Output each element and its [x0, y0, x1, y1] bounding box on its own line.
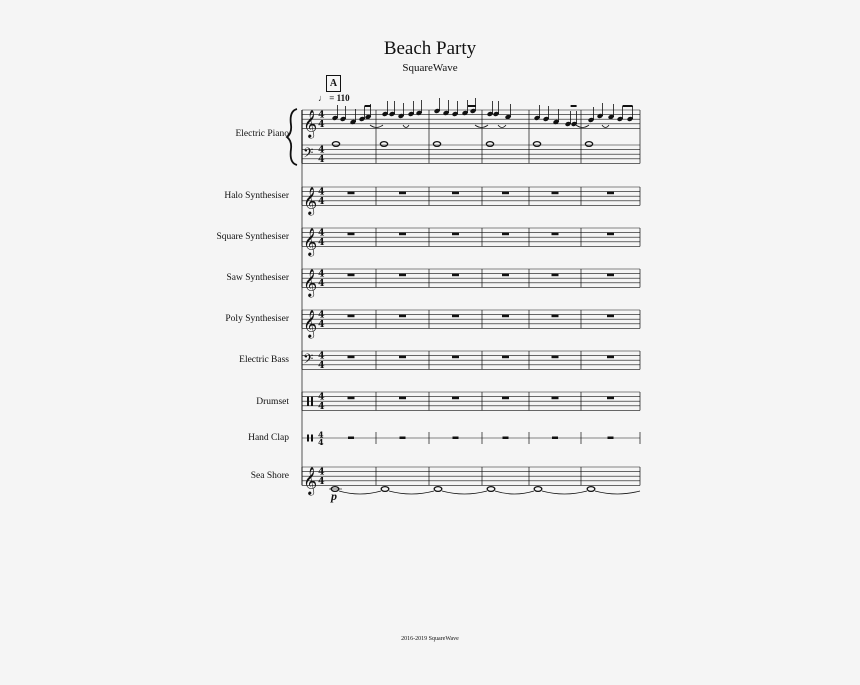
instrument-label-electric-bass: Electric Bass [239, 355, 289, 365]
hand-clap-whole-rest [552, 437, 558, 440]
drumset-whole-rest [399, 397, 406, 400]
drumset-whole-rest [552, 397, 559, 400]
hand-clap-whole-rest [453, 437, 459, 440]
halo-synthesiser-whole-rest [348, 192, 355, 195]
poly-synthesiser-whole-rest [552, 315, 559, 318]
instrument-label-sea-shore: Sea Shore [250, 471, 289, 481]
piano-bass-time-sig-bottom: 4 [318, 154, 325, 166]
piano-bass-clef: 𝄢 [303, 144, 314, 164]
drumset-whole-rest [502, 397, 509, 400]
tempo-marking: ♩ = 110 [318, 93, 350, 103]
composer: SquareWave [402, 62, 458, 74]
sea-shore-treble-clef: 𝄞 [303, 466, 318, 495]
instrument-label-electric-piano: Electric Piano [235, 129, 289, 139]
drumset-perc-clef [311, 397, 313, 406]
piano-bass-whole-note [533, 142, 540, 147]
halo-synthesiser-whole-rest [607, 192, 614, 195]
electric-bass-whole-rest [452, 356, 459, 359]
drumset-time-sig-bottom: 4 [318, 401, 325, 413]
melody-tie [475, 125, 488, 128]
piano-treble-time-sig-bottom: 4 [318, 119, 325, 131]
poly-synthesiser-whole-rest [607, 315, 614, 318]
instrument-label-square-synthesiser: Square Synthesiser [216, 232, 289, 242]
electric-bass-whole-rest [348, 356, 355, 359]
square-synthesiser-whole-rest [607, 233, 614, 236]
square-synthesiser-whole-rest [399, 233, 406, 236]
halo-synthesiser-treble-clef: 𝄞 [303, 186, 318, 215]
saw-synthesiser-time-sig-top: 4 [318, 268, 325, 280]
saw-synthesiser-whole-rest [452, 274, 459, 277]
melody-tie [370, 125, 383, 128]
halo-synthesiser-time-sig-bottom: 4 [318, 196, 325, 208]
instrument-label-poly-synthesiser: Poly Synthesiser [225, 314, 289, 324]
sea-shore-tie [442, 491, 487, 494]
electric-bass-whole-rest [502, 356, 509, 359]
drumset-time-sig-top: 4 [318, 391, 325, 403]
square-synthesiser-whole-rest [348, 233, 355, 236]
poly-synthesiser-treble-clef: 𝄞 [303, 309, 318, 338]
square-synthesiser-time-sig-top: 4 [318, 227, 325, 239]
halo-synthesiser-whole-rest [552, 192, 559, 195]
score-title: Beach Party [383, 38, 477, 59]
sea-shore-tie [495, 491, 534, 494]
electric-bass-time-sig-bottom: 4 [318, 360, 325, 372]
instrument-label-hand-clap: Hand Clap [248, 433, 289, 443]
piano-bass-whole-note [433, 142, 440, 147]
hand-clap-whole-rest [348, 437, 354, 440]
electric-bass-time-sig-top: 4 [318, 350, 325, 362]
electric-bass-whole-rest [607, 356, 614, 359]
poly-synthesiser-whole-rest [452, 315, 459, 318]
saw-synthesiser-time-sig-bottom: 4 [318, 278, 325, 290]
hand-clap-whole-rest [400, 437, 406, 440]
square-synthesiser-whole-rest [502, 233, 509, 236]
drumset-perc-clef [307, 397, 309, 406]
square-synthesiser-time-sig-bottom: 4 [318, 237, 325, 249]
drumset-whole-rest [452, 397, 459, 400]
sea-shore-time-sig-top: 4 [318, 466, 325, 478]
poly-synthesiser-whole-rest [399, 315, 406, 318]
electric-bass-whole-rest [399, 356, 406, 359]
sea-shore-whole-note [587, 487, 595, 492]
copyright-footer: 2016-2019 SquareWave [401, 636, 459, 642]
electric-bass-whole-rest [552, 356, 559, 359]
saw-synthesiser-treble-clef: 𝄞 [303, 268, 318, 297]
poly-synthesiser-time-sig-bottom: 4 [318, 319, 325, 331]
poly-synthesiser-whole-rest [502, 315, 509, 318]
hand-clap-time-sig-bottom: 4 [318, 437, 324, 447]
halo-synthesiser-whole-rest [399, 192, 406, 195]
square-synthesiser-whole-rest [552, 233, 559, 236]
melody-tie [498, 125, 506, 128]
piano-treble-clef: 𝄞 [303, 109, 318, 138]
hand-clap-whole-rest [503, 437, 509, 440]
hand-clap-whole-rest [608, 437, 614, 440]
sea-shore-tie [595, 491, 640, 494]
piano-bass-whole-note [380, 142, 387, 147]
saw-synthesiser-whole-rest [399, 274, 406, 277]
saw-synthesiser-whole-rest [552, 274, 559, 277]
hand-clap-perc-clef [307, 435, 309, 442]
saw-synthesiser-whole-rest [502, 274, 509, 277]
piano-bass-whole-note [486, 142, 493, 147]
electric-bass-bass-clef: 𝄢 [303, 350, 314, 370]
square-synthesiser-whole-rest [452, 233, 459, 236]
instrument-label-halo-synthesiser: Halo Synthesiser [224, 191, 289, 201]
saw-synthesiser-whole-rest [607, 274, 614, 277]
halo-synthesiser-whole-rest [452, 192, 459, 195]
sea-shore-whole-note [487, 487, 495, 492]
melody-tie [403, 125, 409, 128]
dynamic-marking: p [331, 489, 337, 503]
sea-shore-tie [389, 491, 434, 494]
piano-treble-time-sig-top: 4 [318, 109, 325, 121]
piano-brace [287, 109, 297, 165]
sea-shore-tie [339, 491, 381, 494]
drumset-whole-rest [607, 397, 614, 400]
piano-bass-whole-note [332, 142, 339, 147]
halo-synthesiser-whole-rest [502, 192, 509, 195]
sea-shore-tie [542, 491, 587, 494]
melody-tie [576, 125, 589, 128]
sea-shore-whole-note [434, 487, 442, 492]
poly-synthesiser-time-sig-top: 4 [318, 309, 325, 321]
piano-bass-whole-note [585, 142, 592, 147]
rehearsal-mark: A [326, 75, 341, 92]
instrument-label-saw-synthesiser: Saw Synthesiser [226, 273, 289, 283]
melody-tie [602, 125, 609, 128]
sea-shore-whole-note [534, 487, 542, 492]
halo-synthesiser-time-sig-top: 4 [318, 186, 325, 198]
drumset-whole-rest [348, 397, 355, 400]
instrument-label-drumset: Drumset [256, 397, 289, 407]
hand-clap-time-sig-top: 4 [318, 429, 324, 440]
square-synthesiser-treble-clef: 𝄞 [303, 227, 318, 256]
hand-clap-perc-clef [311, 435, 313, 442]
poly-synthesiser-whole-rest [348, 315, 355, 318]
sea-shore-time-sig-bottom: 4 [318, 476, 325, 488]
sea-shore-whole-note [381, 487, 389, 492]
piano-bass-time-sig-top: 4 [318, 144, 325, 156]
saw-synthesiser-whole-rest [348, 274, 355, 277]
